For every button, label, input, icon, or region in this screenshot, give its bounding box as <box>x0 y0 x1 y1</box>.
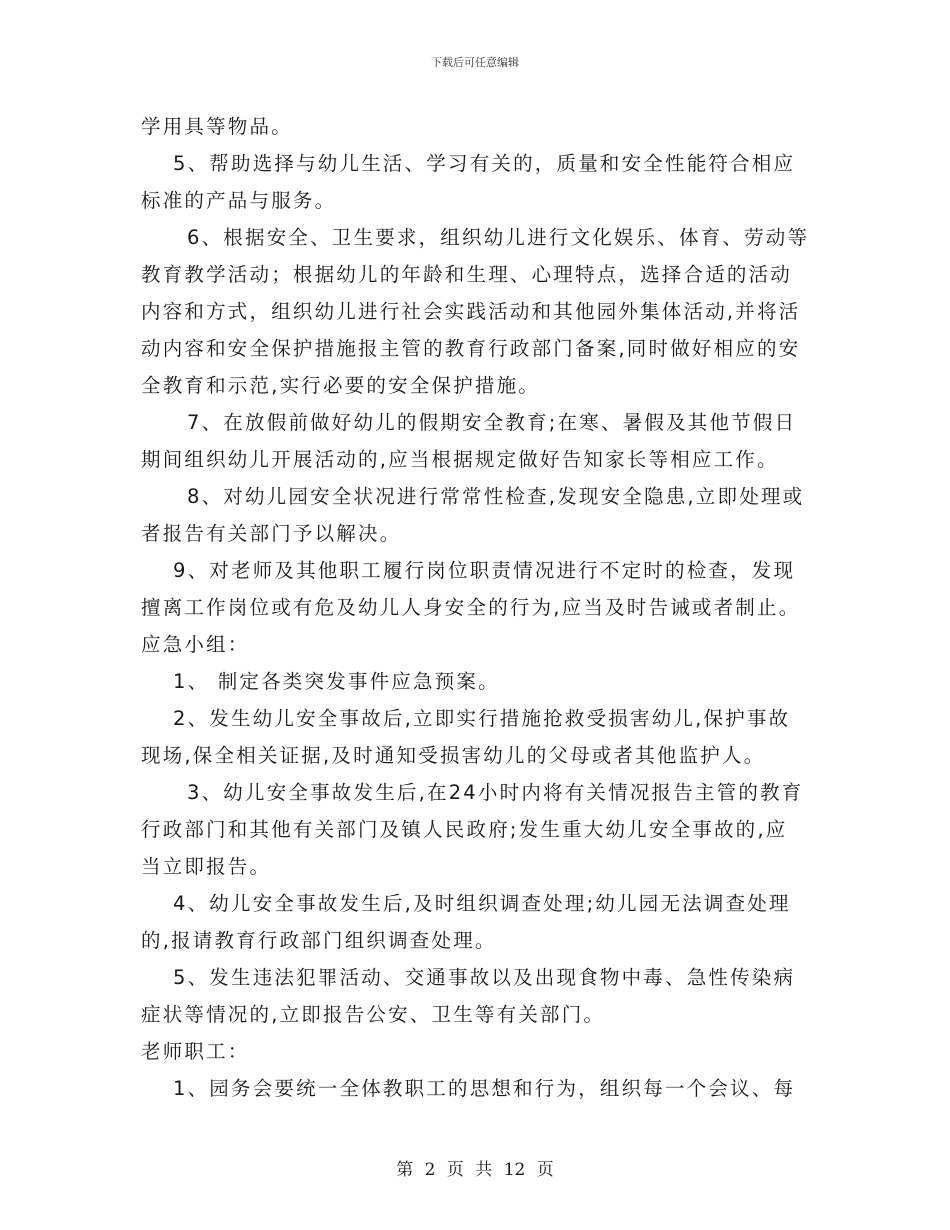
text-line: 1、 制定各类突发事件应急预案。 <box>173 670 500 693</box>
text-line: 标准的产品与服务。 <box>141 189 337 212</box>
text-line: 7、在放假前做好幼儿的假期安全教育;在寒、暑假及其他节假日 <box>187 411 797 434</box>
page-header: 下载后可任意编辑 <box>431 56 519 69</box>
document-body <box>141 108 809 1107</box>
text-line: 期间组织幼儿开展活动的,应当根据规定做好告知家长等相应工作。 <box>141 448 779 471</box>
text-line: 擅离工作岗位或有危及幼儿人身安全的行为,应当及时告诫或者制止。 <box>141 596 801 619</box>
text-line: 症状等情况的,立即报告公安、卫生等有关部门。 <box>141 1003 606 1026</box>
text-line: 2、发生幼儿安全事故后,立即实行措施抢救受损害幼儿,保护事故 <box>173 707 791 730</box>
text-line: 老师职工： <box>141 1040 250 1063</box>
text-line: 4、幼儿安全事故发生后,及时组织调查处理;幼儿园无法调查处理 <box>173 892 791 915</box>
text-line: 6、根据安全、卫生要求，组织幼儿进行文化娱乐、体育、劳动等 <box>187 226 810 249</box>
text-line: 5、帮助选择与幼儿生活、学习有关的，质量和安全性能符合相应 <box>173 152 796 175</box>
text-line: 8、对幼儿园安全状况进行常常性检查,发现安全隐患,立即处理或 <box>187 485 805 508</box>
text-line: 教育教学活动；根据幼儿的年龄和生理、心理特点，选择合适的活动 <box>141 263 793 286</box>
text-line: 现场,保全相关证据,及时通知受损害幼儿的父母或者其他监护人。 <box>141 744 766 767</box>
text-line: 全教育和示范,实行必要的安全保护措施。 <box>141 374 540 397</box>
text-line: 3、幼儿安全事故发生后,在24小时内将有关情况报告主管的教育 <box>187 781 804 804</box>
text-line: 学用具等物品。 <box>141 115 293 138</box>
text-line: 动内容和安全保护措施报主管的教育行政部门备案,同时做好相应的安 <box>141 337 801 360</box>
text-line: 的,报请教育行政部门组织调查处理。 <box>141 929 497 952</box>
text-line: 1、园务会要统一全体教职工的思想和行为，组织每一个会议、每 <box>173 1077 796 1100</box>
text-line: 当立即报告。 <box>141 855 272 878</box>
page-footer: 第 2 页 共 12 页 <box>396 1160 554 1180</box>
text-line: 内容和方式，组织幼儿进行社会实践活动和其他园外集体活动,并将活 <box>141 300 801 323</box>
text-line: 行政部门和其他有关部门及镇人民政府;发生重大幼儿安全事故的,应 <box>141 818 788 841</box>
text-line: 9、对老师及其他职工履行岗位职责情况进行不定时的检查，发现 <box>173 559 796 582</box>
text-line: 者报告有关部门予以解决。 <box>141 522 402 545</box>
text-line: 5、发生违法犯罪活动、交通事故以及出现食物中毒、急性传染病 <box>173 966 796 989</box>
text-line: 应急小组： <box>141 633 250 656</box>
